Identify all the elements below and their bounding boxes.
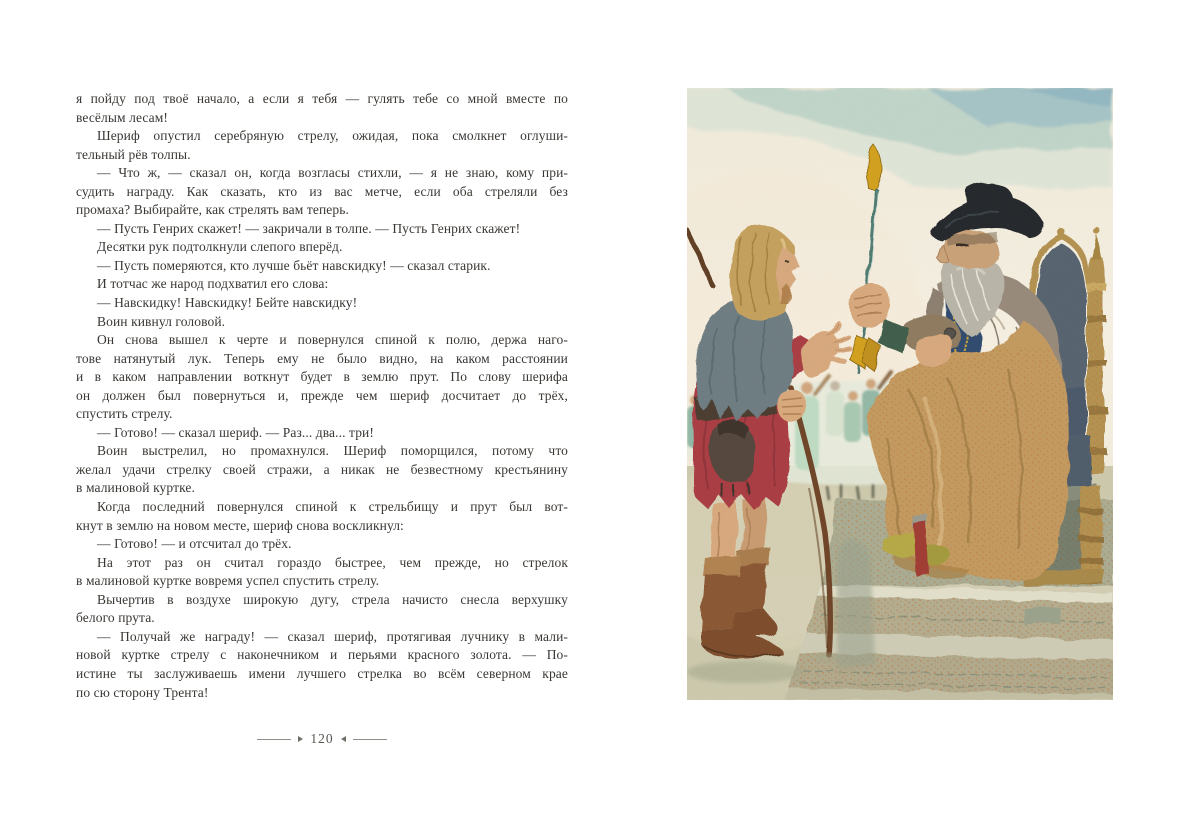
text-line: новой куртке стрелу с наконечником и перьями красного золота. — По- <box>76 647 568 663</box>
text-line: кнут в землю на новом месте, шериф снова воскликнул: <box>76 517 404 533</box>
text-line: Воин выстрелил, но промахнулся. Шериф поморщился, потому что <box>97 443 568 459</box>
page-number-ornament <box>76 731 568 747</box>
text-line: — Что ж, — сказал он, когда возгласы стихли, — я не знаю, кому при- <box>97 165 568 181</box>
text-line: истине ты заслуживаешь имени лучшего стрелка во всём северном крае <box>76 665 568 681</box>
text-line: по сю сторону Трента! <box>76 684 209 700</box>
text-line: судить награду. Как сказать, кто из вас метче, если оба стреляли без <box>76 183 568 199</box>
text-line: в малиновой куртке вовремя успел спустить стрелу. <box>76 573 380 589</box>
text-line: Когда последний повернулся спиной к стрельбищу и прут был вот- <box>97 499 568 515</box>
page-number: 120 <box>310 731 334 746</box>
text-line: промаха? Выбирайте, как стрелять вам теперь. <box>76 202 349 218</box>
folio-rule-left <box>257 739 291 740</box>
watercolor-illustration <box>687 88 1113 700</box>
text-line: весёлым лесам! <box>76 109 168 125</box>
text-line: Вычертив в воздухе широкую дугу, стрела начисто снесла верхушку <box>97 591 568 607</box>
text-line: — Готово! — сказал шериф. — Раз... два... три! <box>97 424 374 440</box>
text-line: в малиновой куртке. <box>76 480 195 496</box>
text-line: На этот раз он считал гораздо быстрее, чем прежде, но стрелок <box>97 554 568 570</box>
paper-grain-overlay <box>687 88 1113 700</box>
text-line: Шериф опустил серебряную стрелу, ожидая, пока смолкнет оглуши- <box>97 128 568 144</box>
text-line: — Пусть померяются, кто лучше бьёт навскидку! — сказал старик. <box>97 257 491 273</box>
folio-arrow-right-icon <box>341 736 346 742</box>
text-line: Он снова вышел к черте и повернулся спиной к полю, держа наго- <box>97 332 568 348</box>
text-line: и в каком направлении воткнут будет в землю прут. По слову шерифа <box>76 369 568 385</box>
text-line: И тотчас же народ подхватил его слова: <box>97 276 329 292</box>
folio-rule-right <box>353 739 387 740</box>
text-line: он должен был повернуться и, прежде чем шериф досчитает до трёх, <box>76 387 568 403</box>
body-text <box>76 90 568 702</box>
text-line: Десятки рук подтолкнули слепого вперёд. <box>97 239 343 255</box>
text-line: спустить стрелу. <box>76 406 173 422</box>
text-line: — Навскидку! Навскидку! Бейте навскидку! <box>97 295 358 311</box>
text-line: тове натянутый лук. Теперь ему не было видно, на каком расстоянии <box>76 350 568 366</box>
text-line: тельный рёв толпы. <box>76 146 191 162</box>
text-line: я пойду под твоё начало, а если я тебя — гулять тебе со мной вместе по <box>76 91 568 106</box>
text-line: белого прута. <box>76 610 155 626</box>
text-line: — Пусть Генрих скажет! — закричали в толпе. — Пусть Генрих скажет! <box>97 220 521 236</box>
text-line: — Получай же награду! — сказал шериф, протягивая лучнику в мали- <box>97 628 568 644</box>
text-line: Воин кивнул головой. <box>97 313 226 329</box>
text-line: — Готово! — и отсчитал до трёх. <box>97 536 292 552</box>
folio-arrow-left-icon <box>298 736 303 742</box>
text-line: желал удачи стрелку своей стражи, а никак не безвестному крестьянину <box>76 461 568 477</box>
illustration-svg <box>687 88 1113 700</box>
